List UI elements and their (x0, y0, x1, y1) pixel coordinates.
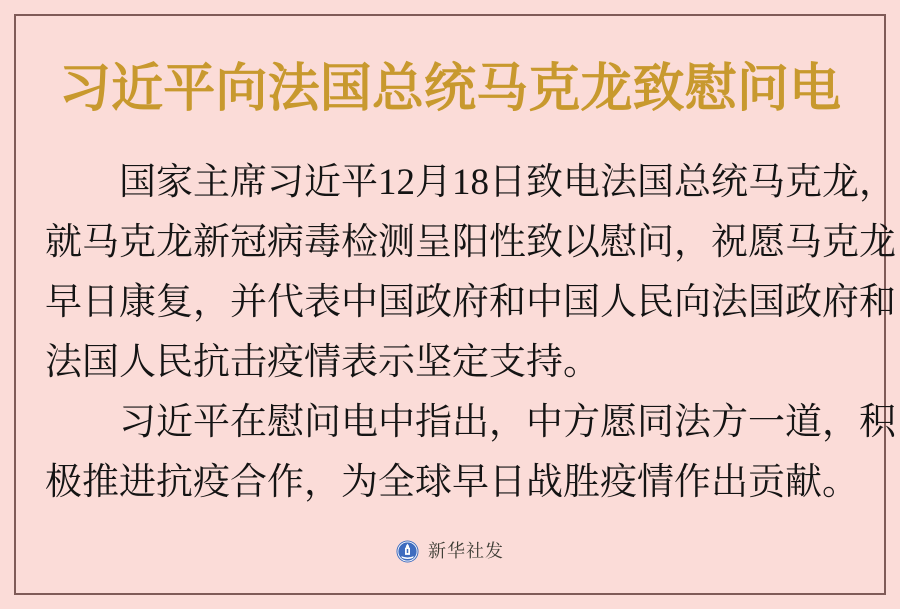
credit-label: 新华社发 (428, 540, 504, 561)
body-line-3: 早日康复，并代表中国政府和中国人民向法国政府和 (45, 282, 896, 323)
body-line-1: 国家主席习近平12月18日致电法国总统马克龙， (119, 162, 896, 203)
body-text (45, 153, 896, 513)
credit-line (0, 538, 900, 564)
body-line-5: 习近平在慰问电中指出，中方愿同法方一道，积 (119, 402, 896, 443)
page-title: 习近平向法国总统马克龙致慰问电 (59, 61, 841, 118)
body-line-2: 就马克龙新冠病毒检测呈阳性致以慰问，祝愿马克龙 (45, 222, 896, 263)
xinhua-logo-icon (396, 540, 419, 563)
body-line-4: 法国人民抗击疫情表示坚定支持。 (45, 342, 600, 383)
body-line-6: 极推进抗疫合作，为全球早日战胜疫情作出贡献。 (45, 462, 859, 503)
